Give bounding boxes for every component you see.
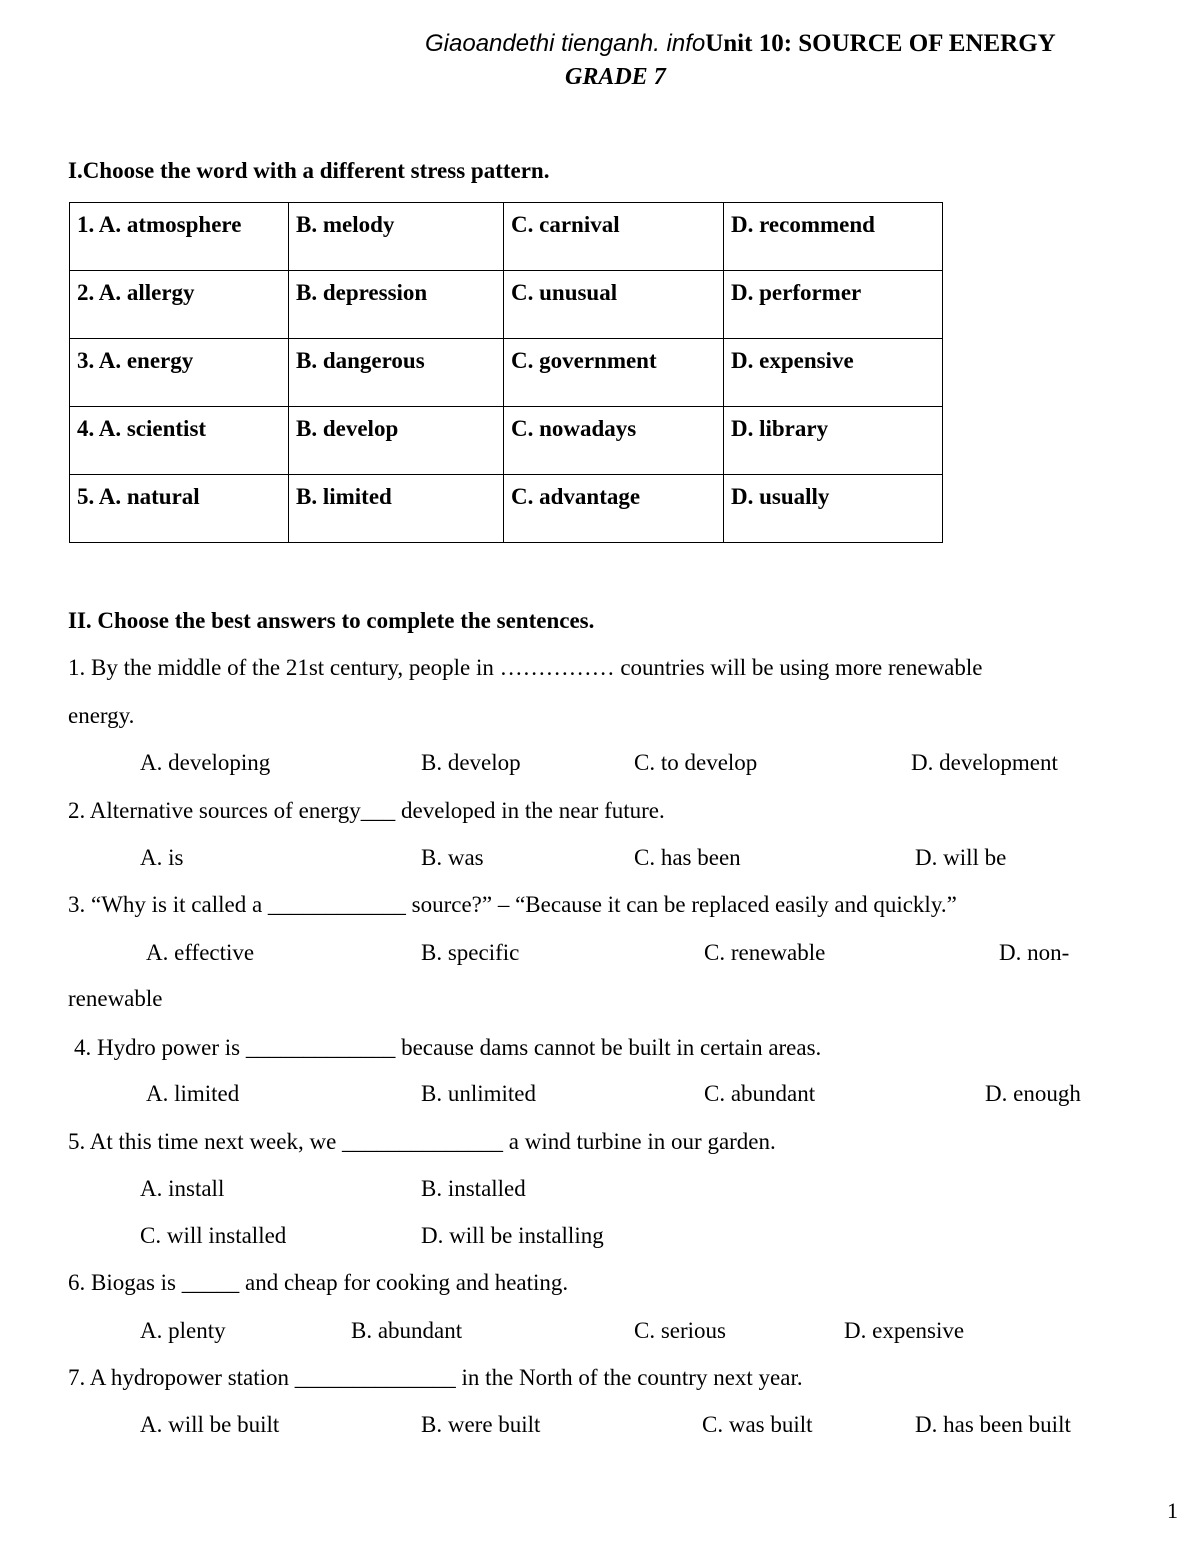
q1-option-d: D. development xyxy=(911,750,1058,775)
question-1-text: 1. By the middle of the 21st century, people in …………… countries will be using more renewable xyxy=(68,655,983,680)
q2-option-c: C. has been xyxy=(634,845,741,870)
table-cell: C. government xyxy=(504,339,724,407)
q3-option-c: C. renewable xyxy=(704,940,826,965)
q7-option-d: D. has been built xyxy=(915,1412,1071,1437)
q3-option-b: B. specific xyxy=(421,940,520,965)
q1-option-c: C. to develop xyxy=(634,750,758,775)
table-cell: D. usually xyxy=(724,475,943,543)
q5-option-d: D. will be installing xyxy=(421,1223,604,1248)
q2-option-d: D. will be xyxy=(915,845,1007,870)
q4-option-c: C. abundant xyxy=(704,1081,816,1106)
table-cell: B. depression xyxy=(289,271,504,339)
table-cell: 4. A. scientist xyxy=(70,407,289,475)
question-1-continuation: energy. xyxy=(68,703,135,728)
q3-option-d-continuation: renewable xyxy=(68,986,163,1011)
grade-label: GRADE 7 xyxy=(565,64,666,90)
q7-option-c: C. was built xyxy=(702,1412,813,1437)
table-cell: C. nowadays xyxy=(504,407,724,475)
q7-option-b: B. were built xyxy=(421,1412,541,1437)
table-cell: D. expensive xyxy=(724,339,943,407)
question-7-text: 7. A hydropower station ______________ in the North of the country next year. xyxy=(68,1365,803,1390)
q3-option-a: A. effective xyxy=(146,940,255,965)
question-3-text: 3. “Why is it called a ____________ source?” – “Because it can be replaced easily and quickly.” xyxy=(68,892,957,917)
q5-option-a: A. install xyxy=(140,1176,225,1201)
q2-option-b: B. was xyxy=(421,845,484,870)
q6-option-b: B. abundant xyxy=(351,1318,463,1343)
section-2-title: II. Choose the best answers to complete the sentences. xyxy=(68,608,595,633)
table-cell: 1. A. atmosphere xyxy=(70,203,289,271)
question-5-text: 5. At this time next week, we ______________ a wind turbine in our garden. xyxy=(68,1129,776,1154)
table-cell: B. dangerous xyxy=(289,339,504,407)
table-row xyxy=(70,407,943,475)
table-cell: 2. A. allergy xyxy=(70,271,289,339)
table-cell: D. performer xyxy=(724,271,943,339)
table-row xyxy=(70,339,943,407)
q5-option-b: B. installed xyxy=(421,1176,526,1201)
q7-option-a: A. will be built xyxy=(140,1412,280,1437)
page-number: 1 xyxy=(1167,1498,1178,1523)
q5-option-c: C. will installed xyxy=(140,1223,287,1248)
stress-table xyxy=(69,202,943,543)
q4-option-a: A. limited xyxy=(146,1081,240,1106)
question-2-text: 2. Alternative sources of energy___ developed in the near future. xyxy=(68,798,665,823)
site-name: Giaoandethi tienganh. info xyxy=(425,30,706,57)
table-cell: B. melody xyxy=(289,203,504,271)
question-4-text: 4. Hydro power is _____________ because dams cannot be built in certain areas. xyxy=(74,1035,822,1060)
q4-option-b: B. unlimited xyxy=(421,1081,536,1106)
table-row xyxy=(70,475,943,543)
table-cell: D. library xyxy=(724,407,943,475)
table-cell: C. carnival xyxy=(504,203,724,271)
q1-option-b: B. develop xyxy=(421,750,521,775)
q4-option-d: D. enough xyxy=(985,1081,1081,1106)
table-row xyxy=(70,271,943,339)
table-cell: B. develop xyxy=(289,407,504,475)
q2-option-a: A. is xyxy=(140,845,184,870)
q6-option-a: A. plenty xyxy=(140,1318,226,1343)
q1-option-a: A. developing xyxy=(140,750,271,775)
table-cell: 3. A. energy xyxy=(70,339,289,407)
q6-option-d: D. expensive xyxy=(844,1318,965,1343)
table-cell: B. limited xyxy=(289,475,504,543)
table-cell: C. advantage xyxy=(504,475,724,543)
table-cell: C. unusual xyxy=(504,271,724,339)
table-cell: D. recommend xyxy=(724,203,943,271)
document-header xyxy=(425,30,1056,58)
q6-option-c: C. serious xyxy=(634,1318,726,1343)
q3-option-d: D. non- xyxy=(999,940,1070,965)
section-1-title: I.Choose the word with a different stress pattern. xyxy=(68,158,550,183)
table-cell: 5. A. natural xyxy=(70,475,289,543)
unit-title: Unit 10: SOURCE OF ENERGY xyxy=(705,30,1056,57)
table-row xyxy=(70,203,943,271)
question-6-text: 6. Biogas is _____ and cheap for cooking and heating. xyxy=(68,1270,569,1295)
